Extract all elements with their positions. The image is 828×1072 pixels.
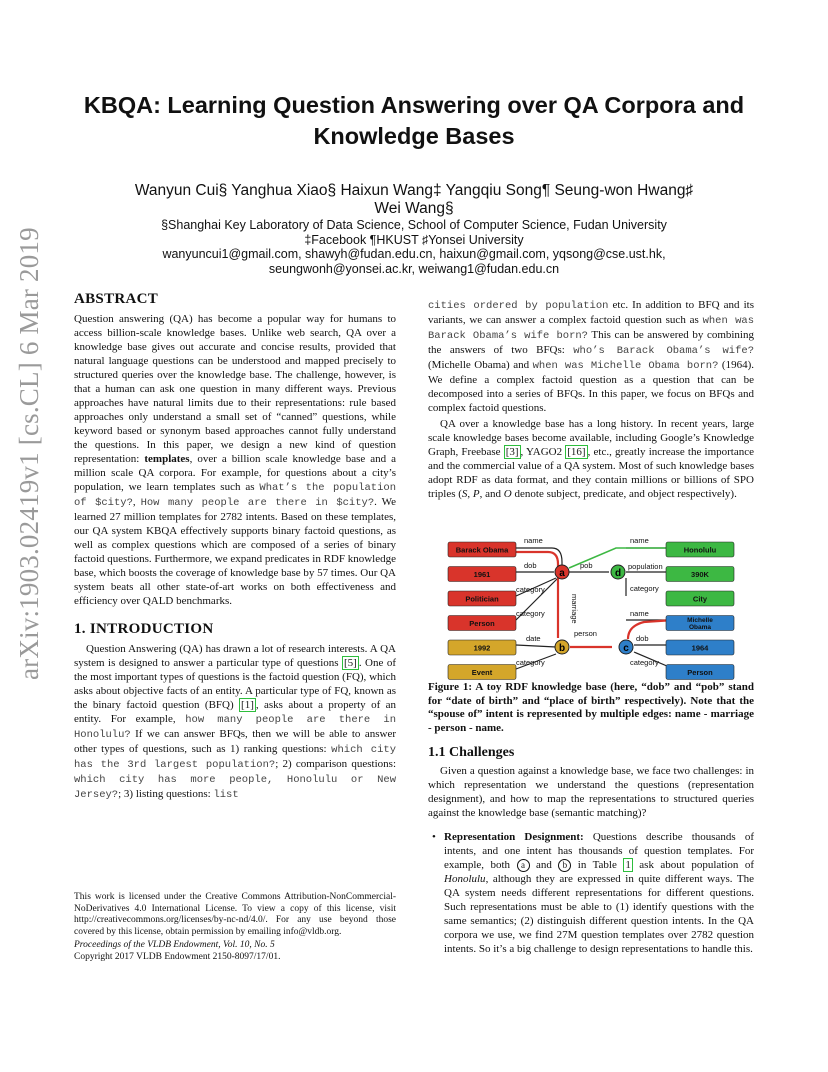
challenges-section (428, 740, 754, 956)
kb-node-label: 1964 (691, 643, 709, 653)
edge-label: name (630, 609, 649, 618)
kb-paragraph: QA over a knowledge base has a long history. In recent years, large scale knowledge bases become available, including Google’s Knowledge Graph, Freebase [3] , YAGO2 [16] , etc., greatly increase the importance and the commercial value of a QA system. Most of such knowledge bases adopt RDF as data format, and they contain millions or billions of SPO triples (S, P, and O denote subject, predicate, and object respectively). (428, 418, 755, 500)
challenges-text: Given a question against a knowledge base, we face two challenges: in which representation we understand the questions (representation designment), and how to map the representations to structured queries against the knowledge base (semantic matching)? (428, 765, 754, 819)
citation-link[interactable]: [3] (505, 446, 519, 458)
kb-node (448, 665, 516, 680)
kb-node-label: Obama (688, 624, 712, 631)
kb-node-label: Person (687, 668, 713, 677)
edge-label: category (630, 584, 659, 593)
edge-label: dob (524, 561, 537, 570)
right-column (428, 298, 754, 501)
hub-b (555, 640, 569, 654)
affiliations (60, 218, 768, 276)
paper-title: KBQA: Learning Question Answering over QA Corpora and Knowledge Bases (83, 92, 745, 149)
edge-label: category (516, 658, 545, 667)
author-line-1: Wanyun Cui§ Yanghua Xiao§ Haixun Wang‡ Yangqiu Song¶ Seung-won Hwang♯ (134, 182, 694, 199)
edge-label: category (516, 585, 545, 594)
email-line-2: seungwonh@yonsei.ac.kr, weiwang1@fudan.edu.cn (268, 261, 560, 276)
citation-link[interactable]: [5] (344, 657, 357, 669)
edge-label: category (630, 658, 659, 667)
hub-c (619, 640, 633, 654)
figure-caption: Figure 1: A toy RDF knowledge base (here, “dob” and “pob” stand for “date of birth” and “place of birth” respectively). Note that the “spouse of” intent is represented by multiple edges: name - marriage - person - name. (428, 681, 754, 734)
edge-label: person (574, 629, 597, 638)
copyright-line: Copyright 2017 VLDB Endowment 2150-8097/17/01. (74, 951, 281, 962)
kb-node (666, 542, 734, 557)
hub-a (555, 565, 569, 579)
kb-node (448, 616, 516, 631)
svg-text:b: b (558, 643, 566, 654)
author-line-2: Wei Wang§ (374, 200, 454, 217)
introduction-heading: 1. INTRODUCTION (74, 621, 214, 637)
affiliation-line-2: ‡Facebook ¶HKUST ♯Yonsei University (304, 232, 524, 247)
left-column (74, 292, 396, 802)
hub-d (611, 565, 625, 579)
edge-label: date (526, 634, 541, 643)
edge-label: dob (636, 634, 649, 643)
table-link[interactable]: 1 (625, 859, 631, 871)
abstract-text: Question answering (QA) has become a popular way for humans to access billion-scale knowledge bases. Unlike web search, QA over a knowledge base gives out accurate and concise results, provided that natural language questions can be understood and mapped precisely to structured queries over the knowledge base. The challenge, however, is that a human can ask one question in many different ways. Previous approaches have natural limits due to their representations: rule based approaches only understand a small set of “canned” questions, while keyword based or synonym based approaches cannot fully understand the questions. In this paper, we design a new kind of question representation: templates, over a billion scale knowledge base and a million scale QA corpora. For example, for questions about a city’s population, we learn templates such as What’s the population of $city?, How many people are there in $city?. We learned 27 million templates for 2782 intents. Based on these templates, our QA system KBQA effectively supports binary factoid questions, as well as complex questions which are composed of a series of binary factoid questions. Furthermore, we expand predicates in RDF knowledge base, which boosts the coverage of knowledge base by 57 times. Our QA system beats all other state-of-art works on both effectiveness and efficiency over QALD benchmarks. (74, 313, 396, 607)
intro-continued: cities ordered by population etc. In addition to BFQ and its variants, we can answer a complex factoid question such as when was Barack Obama’s wife born? This can be answered by combining the answers of two BFQs: who’s Barack Obama’s wife? (Michelle Obama) and when was Michelle Obama born? (1964). We define a complex factoid question as a question that can be decomposed into a series of BFQs. In this paper, we focus on BFQs and complex factoid questions. (428, 299, 755, 414)
author-list (60, 182, 768, 218)
kb-node (666, 640, 734, 655)
citation-link[interactable]: [1] (241, 699, 254, 711)
kb-node-label: Barack Obama (455, 545, 509, 555)
svg-text:d: d (614, 568, 622, 579)
kb-node (448, 591, 516, 606)
kb-node-label: 1992 (473, 643, 491, 653)
bullet-icon: • (432, 831, 436, 843)
bullet-representation-designment: • Representation Designment: Questions describe thousands of intents, and one intent has thousands of question templates. For example, both a and b in Table 1 ask about population of Honolulu, although they are expressed in quite different ways. The QA system needs different representations for different questions. Such representations must be able to (1) identify questions with the same semantics; (2) distinguish different question intents. In the QA corpora we use, we find 27M question templates over 2782 question intents. So it’s a big challenge to design representations to handle this. (432, 831, 755, 955)
svg-text:a: a (559, 568, 565, 579)
edge-label: population (628, 562, 663, 571)
rdf-knowledge-base-figure (444, 534, 744, 684)
kb-node (448, 542, 516, 557)
kb-node-label: City (692, 594, 708, 604)
email-line-1: wanyuncui1@gmail.com, shawyh@fudan.edu.cn, haixun@gmail.com, yqsong@cse.ust.hk, (162, 247, 666, 261)
edge-label: name (630, 536, 649, 545)
kb-node-label: Politician (465, 594, 499, 604)
arxiv-identifier: arXiv:1903.02419v1 [cs.CL] 6 Mar 2019 (14, 227, 44, 680)
kb-node-label: 1961 (473, 570, 491, 579)
citation-link[interactable]: [16] (567, 446, 586, 458)
license-footnote (74, 892, 396, 963)
kb-node (666, 616, 734, 632)
challenges-heading: 1.1 Challenges (428, 745, 515, 760)
kb-node-label: Michelle (687, 617, 713, 624)
svg-text:c: c (623, 643, 629, 654)
edge-label: marriage (570, 594, 579, 624)
introduction-text: Question Answering (QA) has drawn a lot of research interests. A QA system is designed to answer a particular type of questions [5] . One of the most important types of questions is the factoid question (FQ), which asks about objective facts of an entity. A particular type of FQ, known as the binary factoid question (BFQ) [1] , asks about a property of an entity. For example, how many people are there in Honolulu? If we can answer BFQs, then we will be able to answer other types of questions, such as 1) ranking questions: which city has the 3rd largest population?; 2) comparison questions: which city has more people, Honolulu or New Jersey?; 3) listing questions: list (74, 643, 397, 801)
kb-node (448, 567, 516, 582)
edge-label: category (516, 609, 545, 618)
edge-label: name (524, 536, 543, 545)
kb-node (666, 591, 734, 606)
kb-node-label: Event (471, 668, 493, 677)
kb-node-label: Honolulu (683, 545, 717, 555)
kb-node-label: 390K (691, 570, 709, 579)
kb-node (666, 665, 734, 680)
kb-node (448, 640, 516, 655)
abstract-heading: ABSTRACT (74, 291, 159, 307)
affiliation-line-1: §Shanghai Key Laboratory of Data Science, School of Computer Science, Fudan University (161, 218, 667, 232)
edge-label: pob (580, 561, 593, 570)
proceedings-line: Proceedings of the VLDB Endowment, Vol. 10, No. 5 (74, 940, 275, 950)
kb-node-label: Person (469, 619, 495, 628)
license-text: This work is licensed under the Creative Commons Attribution-NonCommercial-NoDerivatives 4.0 International License. To view a copy of this license, visit http://creativecommons.org/licenses/by-nc-nd/4.0/. For any use beyond those covered by this license, obtain permission by emailing info@vldb.org. (74, 892, 396, 937)
kb-node (666, 567, 734, 582)
